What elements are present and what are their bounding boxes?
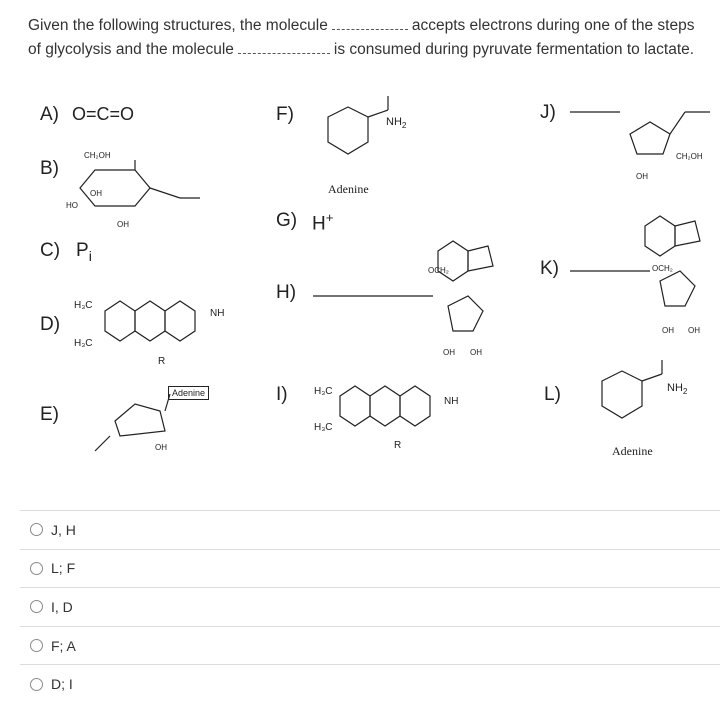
- proton-h: H: [312, 213, 326, 235]
- label-j: J): [540, 102, 556, 123]
- radio-button[interactable]: [30, 678, 43, 691]
- co2-formula: O=C=O: [72, 104, 135, 124]
- label-h: H): [276, 282, 297, 303]
- e-oh: OH: [155, 443, 167, 452]
- f-nh2-sub: 2: [401, 121, 407, 131]
- l-nh2-sub: 2: [682, 387, 688, 397]
- i-r: R: [394, 440, 402, 451]
- option-row[interactable]: [20, 587, 720, 626]
- b-oh-2: OH: [117, 220, 129, 229]
- l-nh2-text: NH: [667, 382, 683, 394]
- label-g: G): [276, 210, 298, 231]
- k-oh-2: OH: [688, 326, 700, 335]
- i-h3c-1: H₃C: [314, 386, 333, 397]
- adenine-box: Adenine: [168, 386, 209, 400]
- fadh2-structure: [330, 371, 480, 451]
- d-h3c-1: H₃C: [74, 300, 93, 311]
- radio-button[interactable]: [30, 523, 43, 536]
- d-r: R: [158, 356, 166, 367]
- label-l: L): [544, 384, 561, 405]
- j-ch2oh: CH₂OH: [676, 152, 703, 161]
- question-part3: of glycolysis and the molecule: [28, 41, 234, 58]
- fad-structure: [95, 286, 245, 366]
- l-adenine: Adenine: [612, 444, 653, 458]
- proton-sup: +: [325, 210, 334, 225]
- b-ch2oh: CH₂OH: [84, 151, 111, 160]
- option-row[interactable]: [20, 510, 720, 549]
- k-och2: OCH₂: [652, 264, 673, 273]
- radio-button[interactable]: [30, 639, 43, 652]
- k-oh-1: OH: [662, 326, 674, 335]
- question-text: [28, 14, 718, 62]
- label-d: D): [40, 314, 61, 335]
- label-c: C): [40, 240, 61, 261]
- blank-2: [238, 41, 330, 54]
- option-row[interactable]: [20, 549, 720, 588]
- j-oh: OH: [636, 172, 648, 181]
- adp-structure: [565, 196, 715, 336]
- b-oh-1: OH: [90, 189, 102, 198]
- option-label: J, H: [51, 521, 76, 538]
- label-a: A): [40, 104, 59, 125]
- label-f: F): [276, 104, 294, 125]
- label-b: B): [40, 158, 59, 179]
- option-row[interactable]: [20, 626, 720, 665]
- question-part2: accepts electrons during one of the steps: [411, 17, 695, 34]
- question-part1: Given the following structures, the molecule: [28, 17, 328, 34]
- b-ho: HO: [66, 201, 78, 210]
- structures-figure: [0, 86, 728, 506]
- blank-1: [332, 17, 408, 30]
- question-part4: is consumed during pyruvate fermentation to lactate.: [333, 41, 695, 58]
- nadh-structure: [308, 92, 418, 172]
- option-label: I, D: [51, 598, 73, 615]
- i-h3c-2: H₃C: [314, 422, 333, 433]
- pi-letter: P: [76, 240, 89, 261]
- label-e: E): [40, 404, 59, 425]
- glucose-6-phosphate-structure: [60, 148, 210, 228]
- h-och2: OCH₂: [428, 266, 449, 275]
- pi-formula: [76, 240, 92, 265]
- label-k: K): [540, 258, 559, 279]
- h-oh-1: OH: [443, 348, 455, 357]
- radio-button[interactable]: [30, 600, 43, 613]
- atp-structure: [308, 221, 518, 361]
- f-nh2-text: NH: [386, 116, 402, 128]
- option-label: F; A: [51, 637, 76, 654]
- fructose-bisphosphate-structure: [565, 94, 715, 174]
- d-nh: NH: [210, 308, 225, 319]
- label-i: I): [276, 384, 288, 405]
- h-oh-2: OH: [470, 348, 482, 357]
- f-adenine: Adenine: [328, 182, 369, 196]
- f-nh2: [386, 116, 406, 130]
- answer-options: [20, 510, 720, 703]
- pi-subscript: i: [88, 248, 92, 265]
- d-h3c-2: H₃C: [74, 338, 93, 349]
- option-row[interactable]: [20, 664, 720, 703]
- i-nh: NH: [444, 396, 459, 407]
- option-label: D; I: [51, 676, 73, 693]
- option-label: L; F: [51, 560, 76, 577]
- l-nh2: [667, 382, 687, 396]
- radio-button[interactable]: [30, 562, 43, 575]
